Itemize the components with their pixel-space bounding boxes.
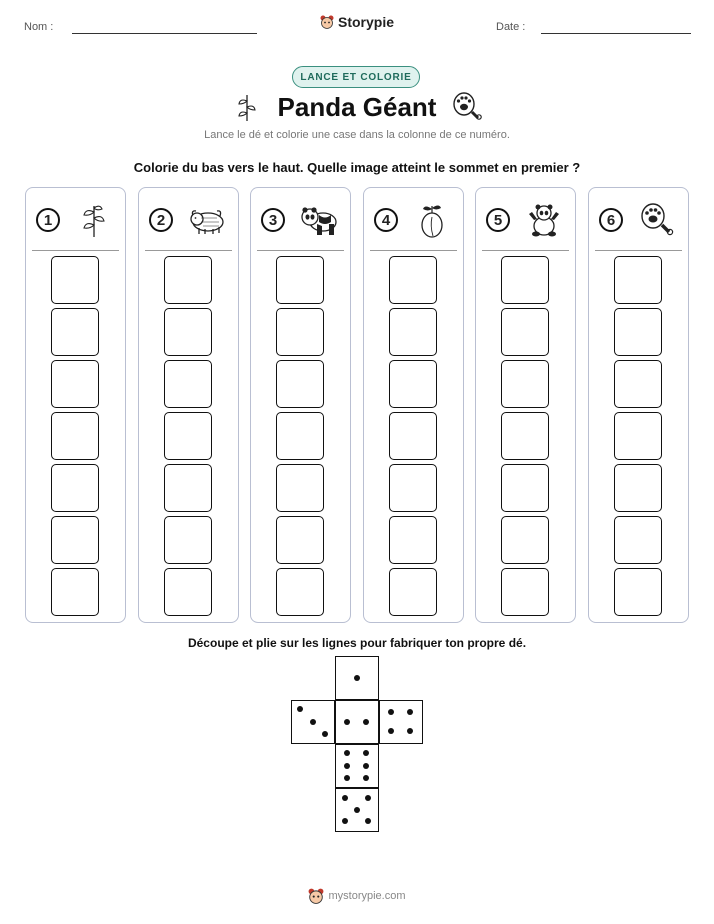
color-box[interactable] xyxy=(51,464,99,512)
color-box[interactable] xyxy=(501,516,549,564)
panda-logo-icon xyxy=(308,888,324,904)
subtitle: Lance le dé et colorie une case dans la colonne de ce numéro. xyxy=(204,129,510,141)
color-box[interactable] xyxy=(614,308,662,356)
color-box[interactable] xyxy=(389,360,437,408)
column-3 xyxy=(250,187,351,623)
color-box[interactable] xyxy=(389,256,437,304)
color-box[interactable] xyxy=(276,464,324,512)
panda-walking-icon xyxy=(299,202,339,238)
color-box[interactable] xyxy=(276,516,324,564)
dice-pip xyxy=(363,763,369,769)
dice-pip xyxy=(344,775,350,781)
dice-pip xyxy=(365,795,371,801)
dice-face-5 xyxy=(335,788,379,832)
paw-bone-icon xyxy=(452,90,482,122)
color-box[interactable] xyxy=(51,256,99,304)
color-box[interactable] xyxy=(501,464,549,512)
column-2 xyxy=(138,187,239,623)
dice-pip xyxy=(363,775,369,781)
column-number: 2 xyxy=(149,208,173,232)
date-line[interactable] xyxy=(541,33,691,34)
color-box[interactable] xyxy=(614,516,662,564)
dice-face-6 xyxy=(335,744,379,788)
column-divider xyxy=(257,250,344,251)
color-box[interactable] xyxy=(276,360,324,408)
name-line[interactable] xyxy=(72,33,257,34)
dice-pip xyxy=(344,719,350,725)
dice-pip xyxy=(388,728,394,734)
color-box[interactable] xyxy=(614,568,662,616)
footer-url[interactable]: mystorypie.com xyxy=(328,890,406,902)
dice-pip xyxy=(407,709,413,715)
column-divider xyxy=(595,250,682,251)
date-label: Date : xyxy=(496,21,526,33)
color-box[interactable] xyxy=(501,360,549,408)
color-box[interactable] xyxy=(164,256,212,304)
dice-pip xyxy=(388,709,394,715)
paw-bone-icon xyxy=(637,202,677,238)
color-box[interactable] xyxy=(164,308,212,356)
column-number: 5 xyxy=(486,208,510,232)
dice-pip xyxy=(344,750,350,756)
column-number: 4 xyxy=(374,208,398,232)
dice-pip xyxy=(354,675,360,681)
activity-badge: LANCE ET COLORIE xyxy=(292,66,420,88)
color-box[interactable] xyxy=(164,516,212,564)
brand-name: Storypie xyxy=(337,14,394,30)
column-divider xyxy=(145,250,232,251)
color-box[interactable] xyxy=(164,360,212,408)
dice-pip xyxy=(297,706,303,712)
dice-face-3 xyxy=(291,700,335,744)
dice-pip xyxy=(322,731,328,737)
column-5 xyxy=(475,187,576,623)
color-box[interactable] xyxy=(614,464,662,512)
column-divider xyxy=(370,250,457,251)
column-1 xyxy=(25,187,126,623)
color-box[interactable] xyxy=(389,412,437,460)
color-box[interactable] xyxy=(276,256,324,304)
color-box[interactable] xyxy=(389,568,437,616)
dice-pip xyxy=(365,818,371,824)
dice-pip xyxy=(363,719,369,725)
yak-icon xyxy=(187,202,227,238)
bamboo-sprig-icon xyxy=(236,92,258,122)
color-box[interactable] xyxy=(276,308,324,356)
dice-pip xyxy=(354,807,360,813)
column-number: 6 xyxy=(599,208,623,232)
color-box[interactable] xyxy=(614,256,662,304)
color-box[interactable] xyxy=(614,412,662,460)
color-box[interactable] xyxy=(614,360,662,408)
color-box[interactable] xyxy=(51,568,99,616)
panda-sitting-icon xyxy=(524,202,564,238)
brand-logo xyxy=(0,14,714,30)
color-box[interactable] xyxy=(51,308,99,356)
dice-pip xyxy=(407,728,413,734)
panda-logo-icon xyxy=(320,15,334,29)
color-box[interactable] xyxy=(501,568,549,616)
dice-face-4 xyxy=(379,700,423,744)
name-label: Nom : xyxy=(24,21,54,33)
color-box[interactable] xyxy=(501,308,549,356)
title-text: Panda Géant xyxy=(277,92,437,122)
color-box[interactable] xyxy=(164,412,212,460)
color-box[interactable] xyxy=(51,412,99,460)
column-6 xyxy=(588,187,689,623)
column-4 xyxy=(363,187,464,623)
color-box[interactable] xyxy=(389,516,437,564)
dice-pip xyxy=(344,763,350,769)
dice-pip xyxy=(310,719,316,725)
dice-instruction: Découpe et plie sur les lignes pour fabriquer ton propre dé. xyxy=(187,636,527,650)
color-box[interactable] xyxy=(51,360,99,408)
column-number: 1 xyxy=(36,208,60,232)
seed-sprout-icon xyxy=(412,202,452,238)
dice-pip xyxy=(342,795,348,801)
color-box[interactable] xyxy=(276,568,324,616)
color-box[interactable] xyxy=(164,464,212,512)
column-divider xyxy=(482,250,569,251)
coloring-instruction: Colorie du bas vers le haut. Quelle image atteint le sommet en premier ? xyxy=(133,160,581,175)
column-divider xyxy=(32,250,119,251)
color-box[interactable] xyxy=(164,568,212,616)
color-box[interactable] xyxy=(501,412,549,460)
bamboo-sprig-icon xyxy=(74,202,114,238)
dice-pip xyxy=(342,818,348,824)
footer xyxy=(0,888,714,904)
page-title xyxy=(0,92,714,123)
color-box[interactable] xyxy=(51,516,99,564)
color-box[interactable] xyxy=(276,412,324,460)
dice-face-2 xyxy=(335,700,379,744)
color-box[interactable] xyxy=(389,464,437,512)
color-box[interactable] xyxy=(501,256,549,304)
color-box[interactable] xyxy=(389,308,437,356)
dice-pip xyxy=(363,750,369,756)
dice-face-1 xyxy=(335,656,379,700)
column-number: 3 xyxy=(261,208,285,232)
